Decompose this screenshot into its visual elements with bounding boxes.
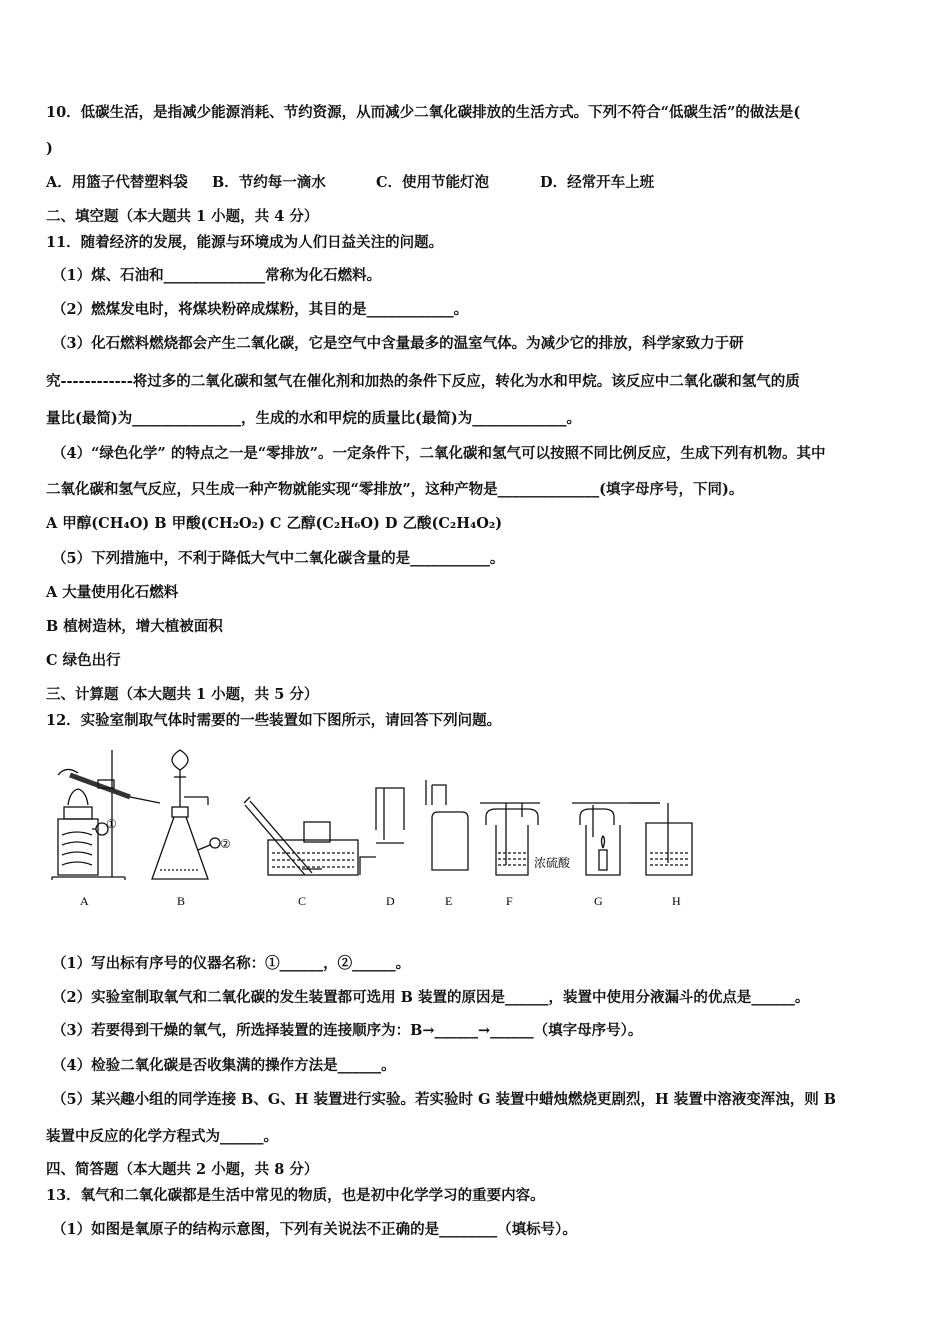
q12-part1: （1）写出标有序号的仪器名称：①______，②______。 [52, 955, 411, 972]
section-2-heading: 二、填空题（本大题共 1 小题，共 4 分） [46, 208, 319, 225]
label-h: H [672, 894, 681, 908]
q10-option-b: B．节约每一滴水 [212, 174, 326, 191]
q11-part1: （1）煤、石油和______________常称为化石燃料。 [52, 267, 382, 284]
label-f: F [506, 894, 513, 908]
q11-part3-line2: 究------------将过多的二氧化碳和氢气在催化剂和加热的条件下反应，转化为水和甲烷。该反应中二氧化碳和氢气的质 [46, 373, 800, 390]
q11-stem: 11．随着经济的发展，能源与环境成为人们日益关注的问题。 [46, 234, 444, 251]
marker-1: ① [106, 817, 117, 831]
q11-part5: （5）下列措施中，不利于降低大气中二氧化碳含量的是___________。 [52, 550, 505, 567]
apparatus-g [572, 803, 660, 875]
label-d: D [386, 894, 395, 908]
q10-options [46, 174, 654, 192]
apparatus-h [646, 803, 692, 875]
q10-option-d: D．经常开车上班 [540, 174, 655, 191]
section-4-heading: 四、简答题（本大题共 2 小题，共 8 分） [46, 1161, 319, 1178]
apparatus-b [152, 750, 220, 879]
q10-line1: 10．低碳生活，是指减少能源消耗、节约资源，从而减少二氧化碳排放的生活方式。下列不符合“低碳生活”的做法是( [46, 104, 801, 121]
apparatus-f [480, 803, 540, 875]
q10-option-a: A．用篮子代替塑料袋 [46, 174, 188, 191]
label-g: G [594, 894, 603, 908]
acid-label: 浓硫酸 [534, 856, 571, 870]
apparatus-d [360, 788, 404, 875]
q11-part3-line1: （3）化石燃料燃烧都会产生二氧化碳，它是空气中含量最多的温室气体。为减少它的排放，科学家致力于研 [52, 335, 744, 352]
apparatus-figure [40, 745, 720, 920]
label-c: C [298, 894, 307, 908]
q11-part5-option-c: C 绿色出行 [46, 652, 121, 669]
apparatus-c [244, 797, 358, 875]
q12-part5-line2: 装置中反应的化学方程式为______。 [46, 1128, 278, 1145]
apparatus-e [426, 780, 468, 870]
marker-2: ② [220, 837, 231, 851]
q11-part3-line3: 量比(最简)为_______________，生成的水和甲烷的质量比(最简)为_____________。 [46, 410, 581, 427]
q11-part4-line1: （4）“绿色化学” 的特点之一是“零排放”。一定条件下，二氧化碳和氢气可以按照不同比例反应，生成下列有机物。其中 [52, 445, 826, 462]
q11-part5-option-a: A 大量使用化石燃料 [46, 584, 179, 601]
q11-part2: （2）燃煤发电时，将煤块粉碎成煤粉，其目的是____________。 [52, 301, 469, 318]
q12-part4: （4）检验二氧化碳是否收集满的操作方法是______。 [52, 1057, 396, 1074]
q11-part4-line2: 二氧化碳和氢气反应，只生成一种产物就能实现“零排放”，这种产物是______________(填字母序号，下同)。 [46, 481, 744, 498]
q12-part5-line1: （5）某兴趣小组的同学连接 B、G、H 装置进行实验。若实验时 G 装置中蜡烛燃烧更剧烈，H 装置中溶液变浑浊，则 B [52, 1091, 837, 1108]
q10-line2: ) [46, 140, 53, 157]
q11-part4-options: A 甲醇(CH₄O) B 甲酸(CH₂O₂) C 乙醇(C₂H₆O) D 乙酸(C₂H₄O₂) [46, 515, 503, 532]
apparatus-a [52, 750, 160, 880]
q11-part5-option-b: B 植树造林，增大植被面积 [46, 618, 223, 635]
q12-part3: （3）若要得到干燥的氧气，所选择装置的连接顺序为：B→______→______（填字母序号）。 [52, 1022, 643, 1039]
q13-part1: （1）如图是氧原子的结构示意图，下列有关说法不正确的是________（填标号）。 [52, 1221, 577, 1238]
label-e: E [445, 894, 453, 908]
q10-option-c: C．使用节能灯泡 [376, 174, 490, 191]
label-b: B [177, 894, 186, 908]
q12-part2: （2）实验室制取氧气和二氧化碳的发生装置都可选用 B 装置的原因是______，装置中使用分液漏斗的优点是______。 [52, 989, 810, 1006]
section-3-heading: 三、计算题（本大题共 1 小题，共 5 分） [46, 686, 319, 703]
q12-stem: 12．实验室制取气体时需要的一些装置如下图所示，请回答下列问题。 [46, 712, 502, 729]
label-a: A [80, 894, 89, 908]
q13-stem: 13．氧气和二氧化碳都是生活中常见的物质，也是初中化学学习的重要内容。 [46, 1187, 545, 1204]
